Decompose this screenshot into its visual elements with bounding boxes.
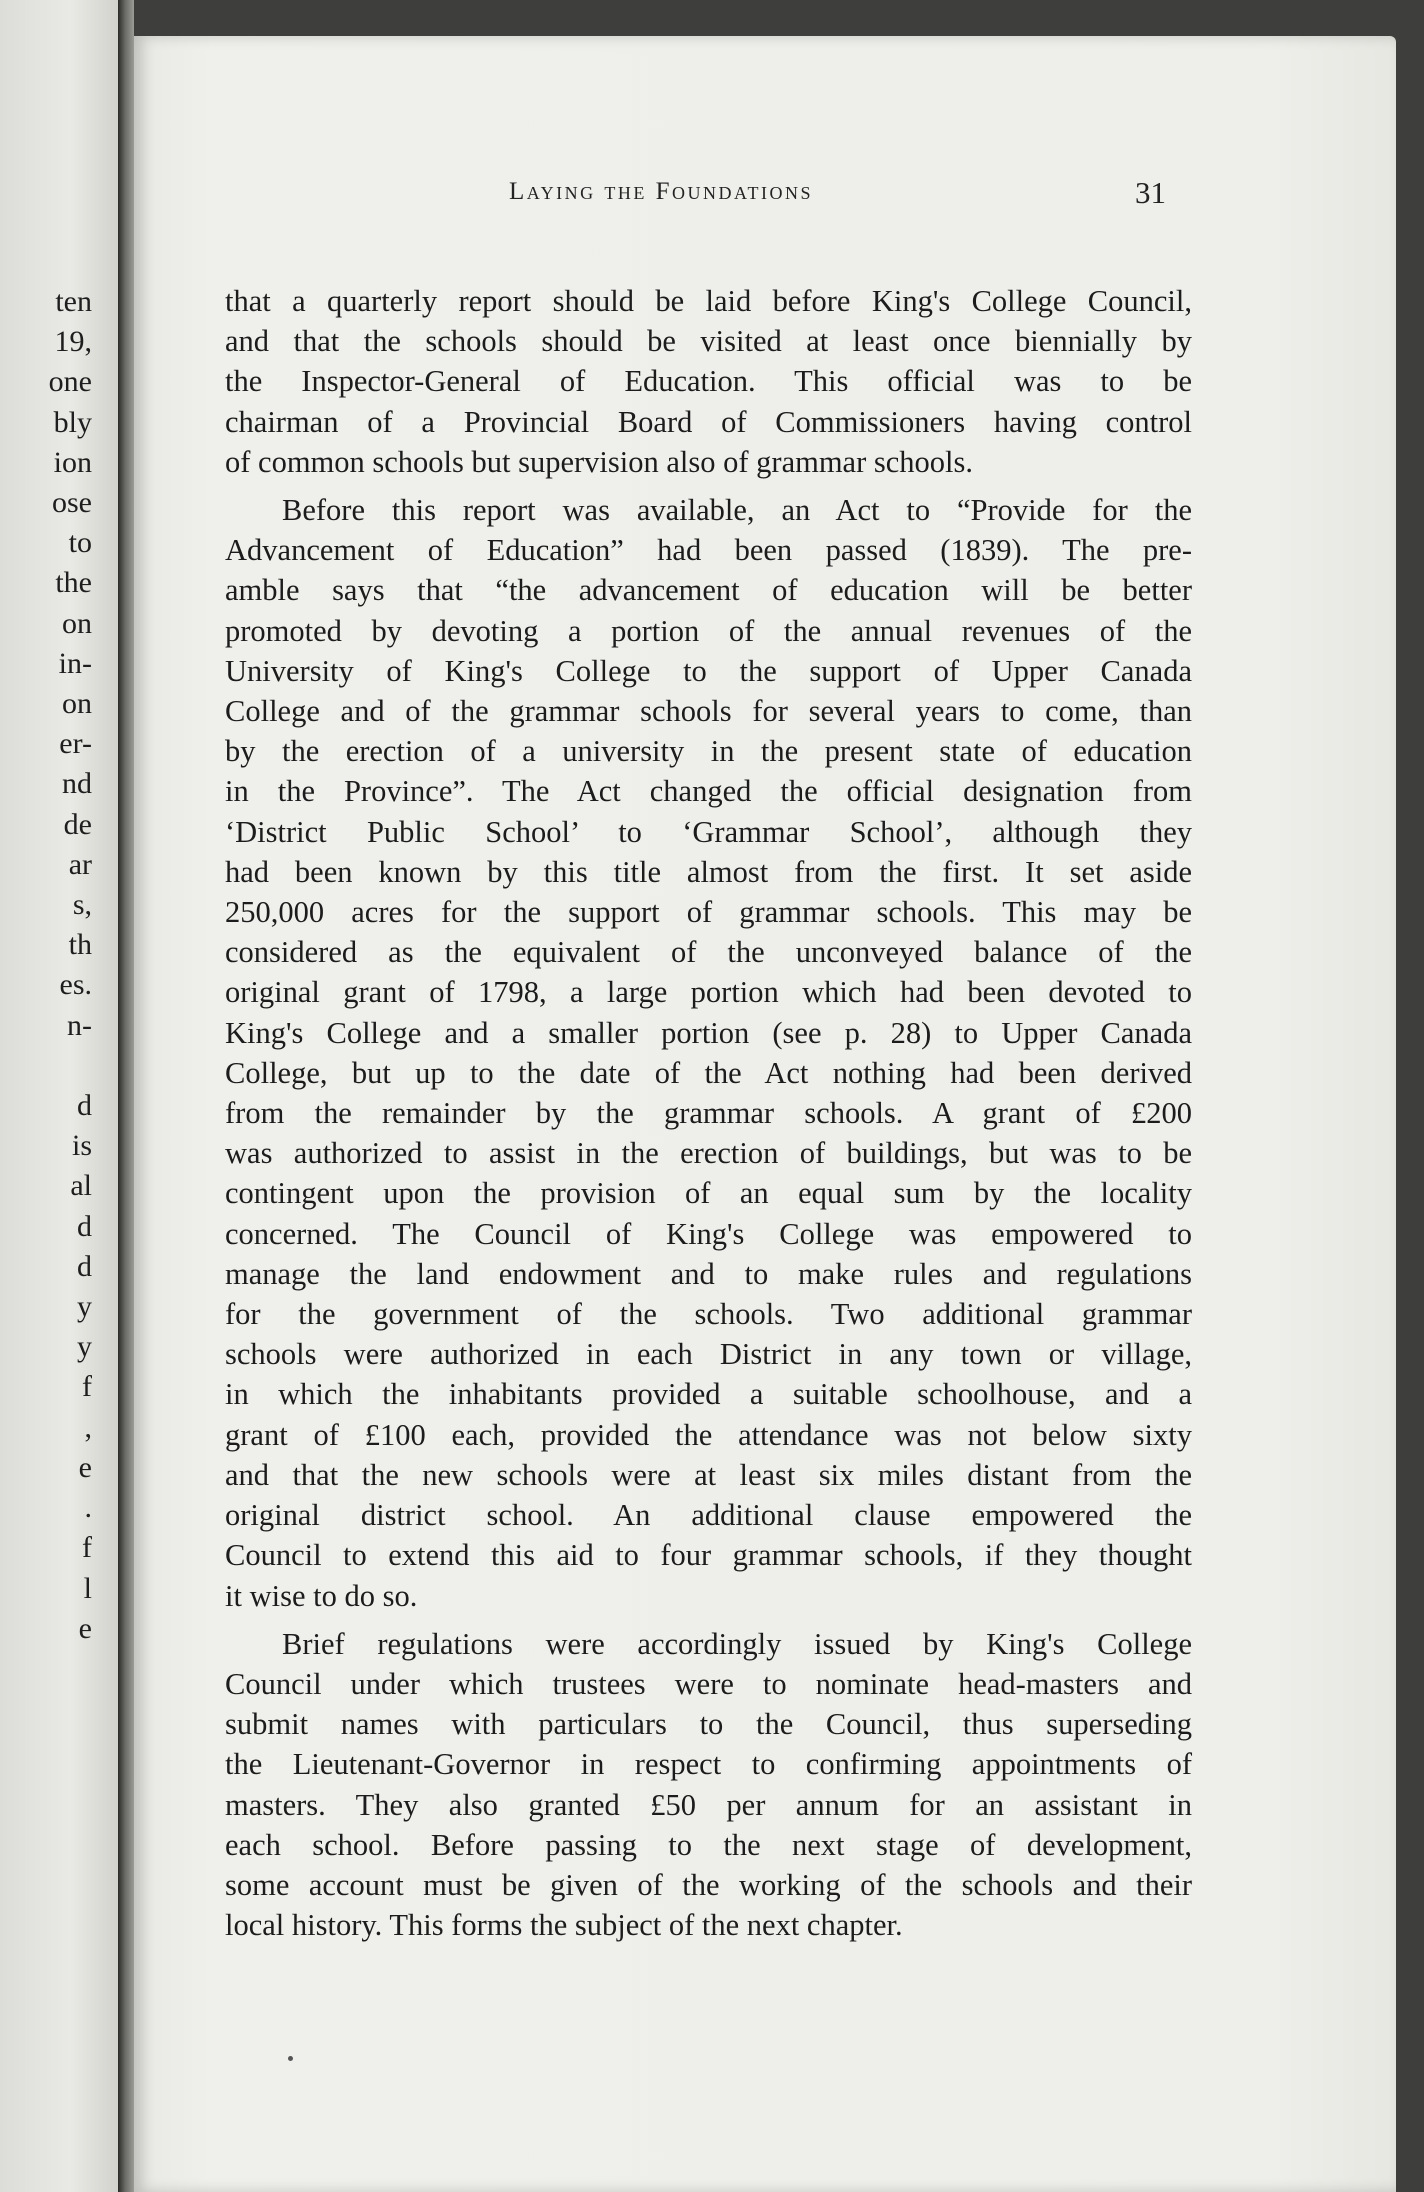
previous-page-fragment: on xyxy=(62,606,92,640)
previous-page-fragment: on xyxy=(62,687,92,721)
paragraph xyxy=(225,490,1192,1616)
previous-page-fragment: ar xyxy=(68,847,92,881)
text-line: 250,000 acres for the support of grammar schools. This may be xyxy=(225,895,1192,930)
text-line: Before this report was available, an Act to “Provide for the xyxy=(282,493,1192,528)
text-line: and that the schools should be visited at least once biennially by xyxy=(225,324,1192,359)
text-line: original district school. An additional clause empowered the xyxy=(225,1498,1192,1533)
previous-page-fragment: es. xyxy=(59,968,92,1002)
text-line: the Inspector-General of Education. This official was to be xyxy=(225,364,1192,399)
previous-page-fragment: y xyxy=(77,1290,92,1324)
text-line: from the remainder by the grammar schools. A grant of £200 xyxy=(225,1096,1192,1131)
previous-page-fragment: de xyxy=(63,807,92,841)
paragraph-gap xyxy=(225,482,1192,490)
previous-page-fragment: l xyxy=(83,1571,92,1605)
body-text xyxy=(225,281,1192,1945)
page-number: 31 xyxy=(1135,175,1166,210)
text-line: and that the new schools were at least six miles distant from the xyxy=(225,1457,1192,1492)
previous-page-fragment: the xyxy=(55,566,92,600)
previous-page-fragment: ion xyxy=(53,445,92,479)
previous-page-fragment: 19, xyxy=(54,325,92,359)
running-head xyxy=(381,175,1166,218)
text-line: concerned. The Council of King's College was empowered to xyxy=(225,1216,1192,1251)
previous-page-fragment: n- xyxy=(67,1008,92,1042)
paragraph xyxy=(225,1624,1192,1946)
text-line: Advancement of Education” had been passed (1839). The pre- xyxy=(225,533,1192,568)
previous-page-fragment: er- xyxy=(59,727,92,761)
text-line: each school. Before passing to the next stage of development, xyxy=(225,1827,1192,1862)
previous-page-fragment: f xyxy=(82,1531,92,1565)
previous-page-fragment: th xyxy=(68,928,92,962)
previous-page-edge xyxy=(0,0,118,2192)
previous-page-fragment: one xyxy=(48,365,92,399)
text-line: of common schools but supervision also of grammar schools. xyxy=(225,444,973,479)
previous-page-fragment: ten xyxy=(55,285,92,318)
text-line: College and of the grammar schools for several years to come, than xyxy=(225,694,1192,729)
book-gutter xyxy=(118,0,134,2192)
running-title: Laying the Foundations xyxy=(509,178,813,205)
text-line: the Lieutenant-Governor in respect to confirming appointments of xyxy=(225,1747,1192,1782)
previous-page-fragment: e xyxy=(78,1450,92,1484)
previous-page-fragment: d xyxy=(77,1209,92,1243)
text-line: grant of £100 each, provided the attendance was not below sixty xyxy=(225,1417,1192,1452)
text-line: it wise to do so. xyxy=(225,1578,418,1613)
text-line: submit names with particulars to the Council, thus superseding xyxy=(225,1707,1192,1742)
previous-page-fragment: al xyxy=(70,1169,92,1203)
previous-page-fragment: d xyxy=(77,1089,92,1123)
text-line: in which the inhabitants provided a suitable schoolhouse, and a xyxy=(225,1377,1192,1412)
previous-page-fragment: bly xyxy=(53,405,92,439)
paragraph xyxy=(225,281,1192,482)
previous-page-fragment: nd xyxy=(62,767,92,801)
previous-page-fragment: is xyxy=(71,1129,92,1163)
text-line: ‘District Public School’ to ‘Grammar School’, although they xyxy=(225,814,1192,849)
paragraph-gap xyxy=(225,1616,1192,1624)
text-line: masters. They also granted £50 per annum for an assistant in xyxy=(225,1787,1192,1822)
text-line: Council under which trustees were to nominate head-masters and xyxy=(225,1666,1192,1701)
text-line: chairman of a Provincial Board of Commissioners having control xyxy=(225,404,1192,439)
previous-page-fragment: to xyxy=(68,526,92,560)
text-line: manage the land endowment and to make rules and regulations xyxy=(225,1256,1192,1291)
previous-page-fragment: d xyxy=(77,1249,92,1283)
paper-speck xyxy=(288,2056,293,2061)
text-line: University of King's College to the support of Upper Canada xyxy=(225,653,1192,688)
text-line: promoted by devoting a portion of the annual revenues of the xyxy=(225,613,1192,648)
text-line: amble says that “the advancement of education will be better xyxy=(225,573,1192,608)
text-line: Council to extend this aid to four grammar schools, if they thought xyxy=(225,1538,1192,1573)
previous-page-fragment: y xyxy=(77,1330,92,1364)
previous-page-fragment: in- xyxy=(58,646,92,680)
text-line: for the government of the schools. Two additional grammar xyxy=(225,1297,1192,1332)
text-line: original grant of 1798, a large portion which had been devoted to xyxy=(225,975,1192,1010)
text-line: was authorized to assist in the erection of buildings, but was to be xyxy=(225,1136,1192,1171)
text-line: by the erection of a university in the present state of education xyxy=(225,734,1192,769)
text-line: College, but up to the date of the Act nothing had been derived xyxy=(225,1055,1192,1090)
text-line: Brief regulations were accordingly issued by King's College xyxy=(282,1626,1192,1661)
text-line: some account must be given of the working of the schools and their xyxy=(225,1867,1192,1902)
text-line: that a quarterly report should be laid before King's College Council, xyxy=(225,284,1192,318)
text-line: had been known by this title almost from the first. It set aside xyxy=(225,854,1192,889)
text-line: in the Province”. The Act changed the official designation from xyxy=(225,774,1192,809)
previous-page-fragment: ose xyxy=(52,486,92,520)
text-line: schools were authorized in each District in any town or village, xyxy=(225,1337,1192,1372)
previous-page-fragment: f xyxy=(82,1370,92,1404)
text-line: contingent upon the provision of an equal sum by the locality xyxy=(225,1176,1192,1211)
text-line: local history. This forms the subject of the next chapter. xyxy=(225,1908,903,1943)
previous-page-fragment: , xyxy=(84,1410,92,1444)
text-line: considered as the equivalent of the unconveyed balance of the xyxy=(225,935,1192,970)
previous-page-fragment xyxy=(0,1046,92,1086)
previous-page-fragment: s, xyxy=(72,888,92,922)
previous-page-fragment: . xyxy=(84,1491,92,1525)
text-line: King's College and a smaller portion (see p. 28) to Upper Canada xyxy=(225,1015,1192,1050)
previous-page-fragment: e xyxy=(78,1611,92,1645)
previous-page-text-fragments xyxy=(0,282,92,1649)
